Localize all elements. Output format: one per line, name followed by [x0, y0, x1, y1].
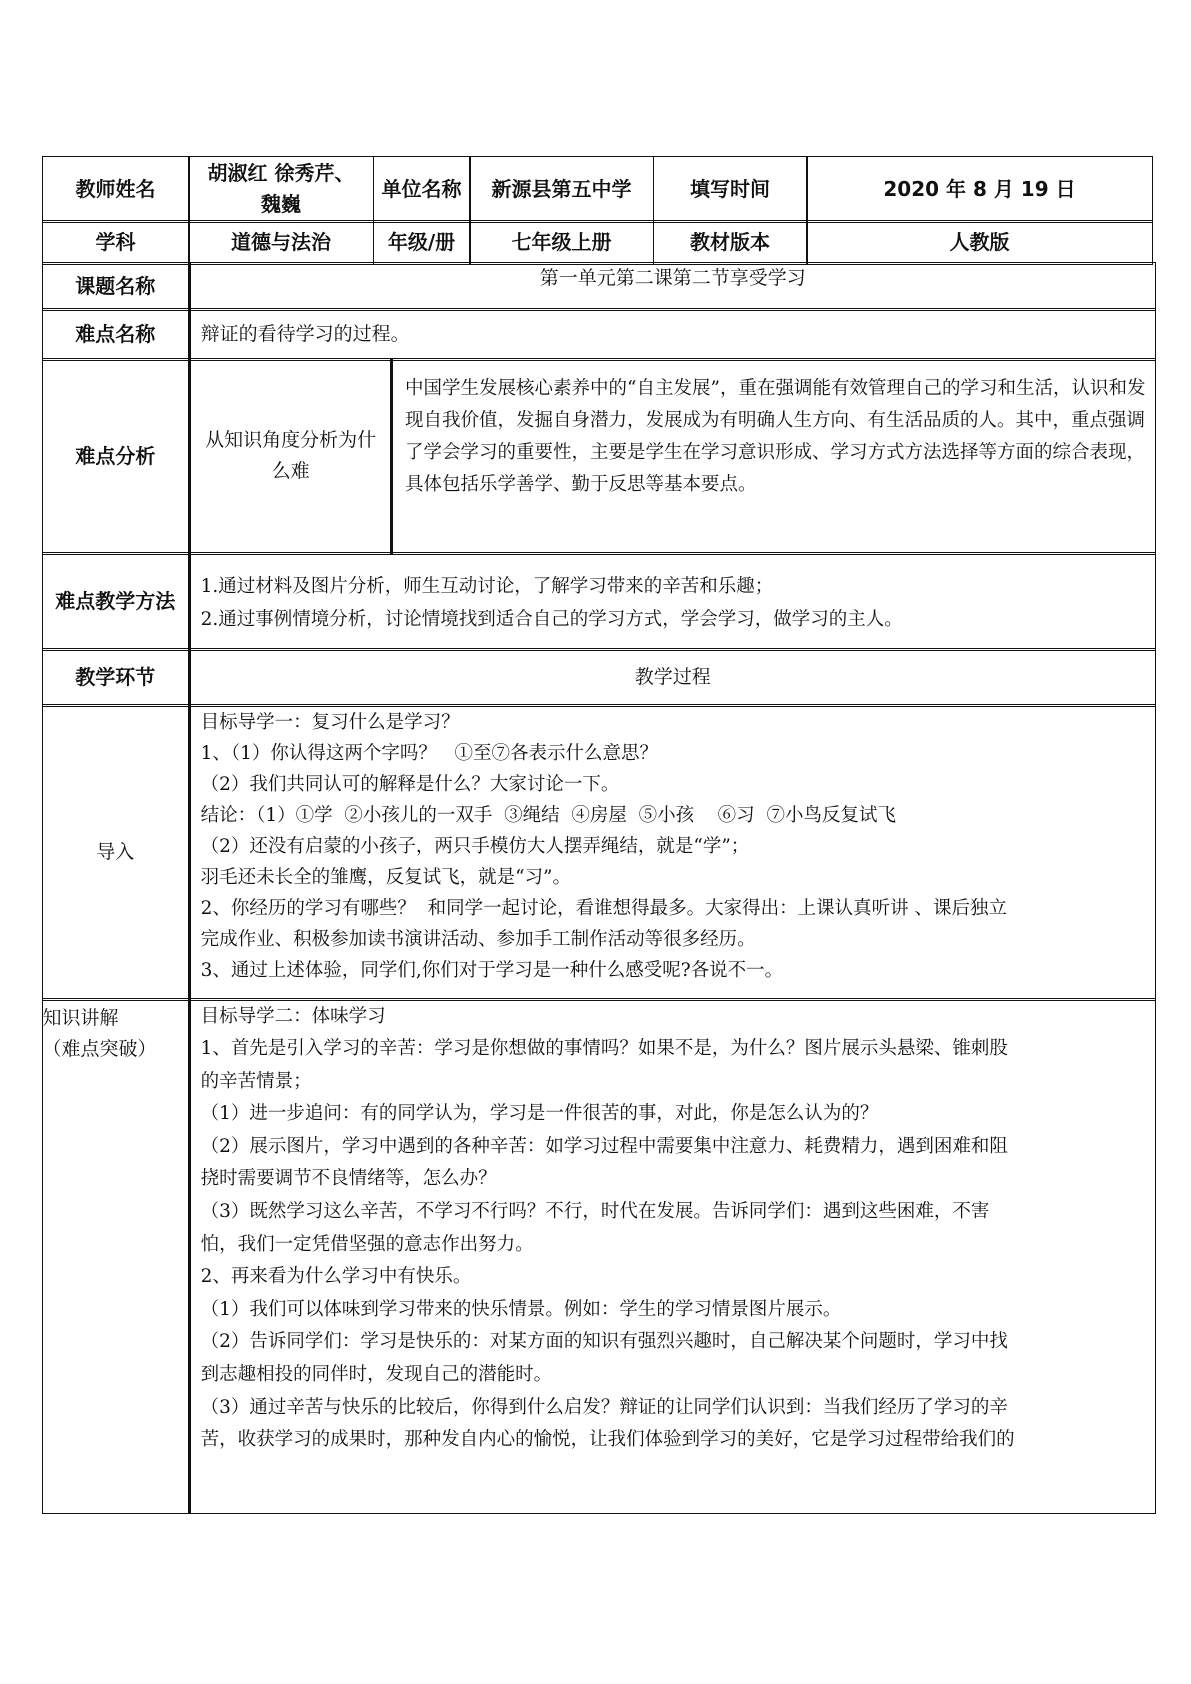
- intro-row: [43, 705, 1156, 1001]
- topic-value: 第一单元第二课第二节享受学习: [188, 262, 1156, 312]
- knowledge-line: （3）既然学习这么辛苦，不学习不行吗？不行，时代在发展。告诉同学们：遇到这些困难，不害: [200, 1201, 990, 1223]
- intro-line: 目标导学一：复习什么是学习？: [200, 711, 460, 733]
- knowledge-line: 目标导学二：体味学习: [200, 1005, 386, 1027]
- knowledge-line: （2）展示图片，学习中遇到的各种辛苦：如学习过程中需要集中注意力、耗费精力，遇到困难和阻: [200, 1135, 1008, 1157]
- intro-line: 羽毛还未长全的雏鹰，反复试飞，就是“习”。: [200, 866, 572, 888]
- intro-label: 导入: [42, 704, 190, 1002]
- edition-value: 人教版: [806, 220, 1153, 266]
- intro-line: 结论：（1）①学 ②小孩儿的一双手 ③绳结 ④房屋 ⑤小孩 ⑥习 ⑦小鸟反复试飞: [200, 804, 896, 826]
- intro-line: 1、（1）你认得这两个字吗？ ①至⑦各表示什么意思？: [200, 742, 659, 764]
- method-line: 1.通过材料及图片分析，师生互动讨论，了解学习带来的辛苦和乐趣；: [200, 575, 774, 597]
- knowledge-row: [43, 999, 1156, 1514]
- unit-value: 新源县第五中学: [469, 156, 654, 224]
- difficulty-value: 辩证的看待学习的过程。: [188, 308, 1156, 362]
- method-label: 难点教学方法: [42, 552, 190, 652]
- teacher-value: 胡淑红 徐秀芹、魏巍: [188, 156, 374, 224]
- knowledge-label: [42, 998, 190, 1515]
- knowledge-text: [188, 998, 1156, 1515]
- knowledge-line: （3）通过辛苦与快乐的比较后，你得到什么启发？辩证的让同学们认识到：当我们经历了学习的辛: [200, 1396, 1008, 1418]
- knowledge-line: 苦，收获学习的成果时，那种发自内心的愉悦，让我们体验到学习的美好，它是学习过程带给我们的: [200, 1429, 1015, 1451]
- date-label: 填写时间: [653, 156, 808, 224]
- process-label: 教学环节: [42, 648, 190, 708]
- knowledge-label-line2: （难点突破）: [42, 1037, 157, 1060]
- intro-line: 2、你经历的学习有哪些？ 和同学一起讨论，看谁想得最多。大家得出：上课认真听讲 、课后独立: [200, 897, 1008, 919]
- knowledge-line: 到志趣相投的同伴时，发现自己的潜能时。: [200, 1364, 553, 1386]
- lesson-plan-table: [43, 157, 1156, 1514]
- method-line: 2.通过事例情境分析，讨论情境找到适合自己的学习方式，学会学习，做学习的主人。: [200, 608, 903, 630]
- knowledge-line: 1、首先是引入学习的辛苦：学习是你想做的事情吗？如果不是，为什么？图片展示头悬梁、锥刺股: [200, 1038, 1008, 1060]
- knowledge-line: 挠时需要调节不良情绪等，怎么办？: [200, 1168, 497, 1190]
- analysis-row: [43, 359, 1156, 555]
- edition-label: 教材版本: [653, 220, 808, 266]
- subject-row: [43, 221, 1156, 265]
- intro-line: 完成作业、积极参加读书演讲活动、参加手工制作活动等很多经历。: [200, 928, 756, 950]
- intro-line: 3、通过上述体验，同学们,你们对于学习是一种什么感受呢?各说不一。: [200, 959, 784, 981]
- knowledge-line: 2、再来看为什么学习中有快乐。: [200, 1266, 472, 1288]
- date-value: 2020 年 8 月 19 日: [806, 156, 1153, 224]
- knowledge-line: 怕，我们一定凭借坚强的意志作出努力。: [200, 1233, 534, 1255]
- grade-value: 七年级上册: [469, 220, 654, 266]
- teacher-label: 教师姓名: [42, 156, 190, 224]
- topic-label: 课题名称: [42, 262, 190, 312]
- difficulty-label: 难点名称: [42, 308, 190, 362]
- analysis-label: 难点分析: [42, 358, 190, 556]
- analysis-text: 中国学生发展核心素养中的“自主发展”，重在强调能有效管理自己的学习和生活，认识和发现自我价值，发掘自身潜力，发展成为有明确人生方向、有生活品质的人。其中，重点强调了学会学习的重要性，主要是学生在学习意识形成、学习方式方法选择等方面的综合表现，具体包括乐学善学、勤于反思等基本要点。: [390, 358, 1156, 556]
- grade-label: 年级/册: [373, 220, 471, 266]
- process-value: 教学过程: [188, 648, 1156, 708]
- unit-label: 单位名称: [373, 156, 471, 224]
- subject-value: 道德与法治: [188, 220, 374, 266]
- process-header-row: [43, 649, 1156, 707]
- knowledge-line: （1）进一步追问：有的同学认为，学习是一件很苦的事，对此，你是怎么认为的？: [200, 1103, 879, 1125]
- intro-text: [188, 704, 1156, 1002]
- method-text: [188, 552, 1156, 652]
- subject-label: 学科: [42, 220, 190, 266]
- intro-line: （2）我们共同认可的解释是什么？大家讨论一下。: [200, 773, 620, 795]
- intro-line: （2）还没有启蒙的小孩子，两只手模仿大人摆弄绳结，就是“学”；: [200, 835, 750, 857]
- method-row: [43, 553, 1156, 651]
- knowledge-line: （1）我们可以体味到学习带来的快乐情景。例如：学生的学习情景图片展示。: [200, 1298, 842, 1320]
- knowledge-line: 的辛苦情景；: [200, 1070, 312, 1092]
- analysis-sub-label: 从知识角度分析为什么难: [188, 358, 392, 556]
- header-row: [43, 157, 1156, 223]
- knowledge-line: （2）告诉同学们：学习是快乐的：对某方面的知识有强烈兴趣时，自己解决某个问题时，学习中找: [200, 1331, 1008, 1353]
- difficulty-row: [43, 309, 1156, 361]
- topic-row: [43, 263, 1156, 311]
- knowledge-label-line1: 知识讲解: [42, 1006, 119, 1029]
